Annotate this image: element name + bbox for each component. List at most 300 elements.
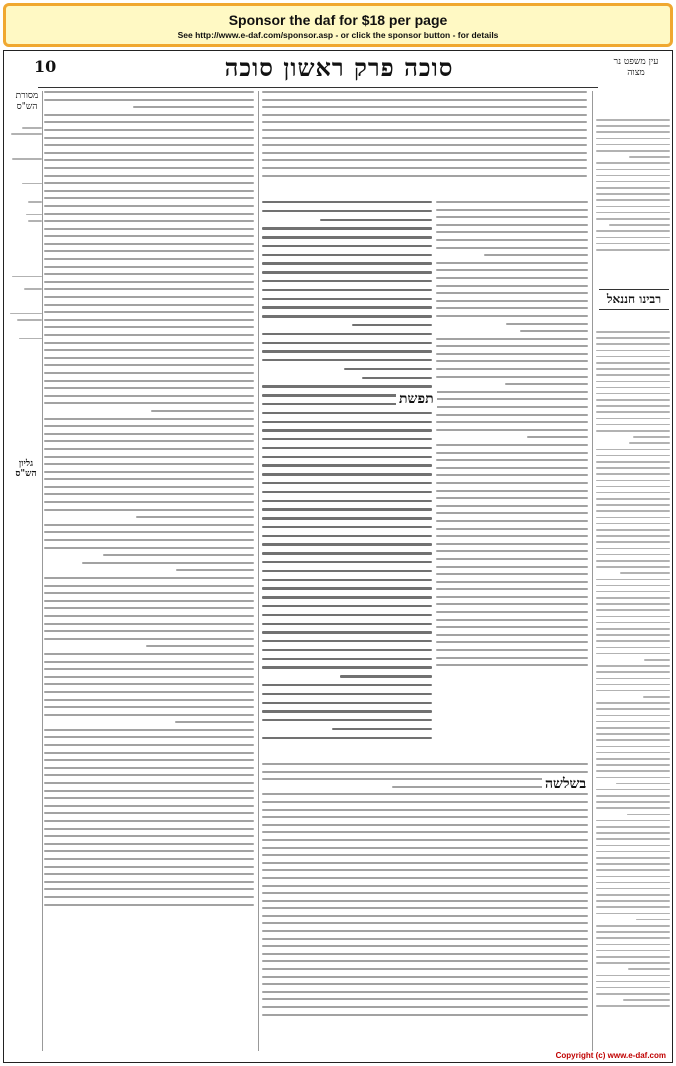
text-line <box>596 510 670 512</box>
dibur-hamatchil-heading: תפשת <box>396 391 437 408</box>
text-line <box>436 444 588 446</box>
text-line <box>44 395 254 397</box>
text-line <box>44 205 254 207</box>
text-line <box>44 501 254 503</box>
text-line <box>596 430 670 432</box>
text-line <box>596 900 670 902</box>
text-line <box>44 319 254 321</box>
text-line <box>262 245 432 247</box>
text-line <box>44 729 254 731</box>
rabbenu-chananel-column <box>596 331 670 1051</box>
text-line <box>44 152 254 154</box>
text-line <box>262 907 588 909</box>
text-line <box>596 715 670 717</box>
text-line <box>262 144 587 146</box>
text-line <box>596 888 670 890</box>
text-line <box>44 805 254 807</box>
text-line <box>596 405 670 407</box>
text-line <box>596 622 670 624</box>
text-line <box>596 876 670 878</box>
text-line <box>436 338 588 340</box>
text-line <box>262 315 432 317</box>
text-line <box>436 528 588 530</box>
text-line <box>44 661 254 663</box>
text-line <box>44 524 254 526</box>
text-line <box>596 455 670 457</box>
text-line <box>44 843 254 845</box>
text-line <box>596 851 670 853</box>
text-line <box>436 360 588 362</box>
text-line <box>12 158 42 160</box>
text-line <box>596 925 670 927</box>
text-line <box>44 99 254 101</box>
text-line <box>262 271 432 273</box>
text-line <box>596 504 670 506</box>
text-line <box>620 572 670 574</box>
text-line <box>262 210 432 212</box>
text-line <box>596 1005 670 1007</box>
text-line <box>44 706 254 708</box>
text-line <box>344 368 432 370</box>
text-line <box>44 326 254 328</box>
text-line <box>262 658 432 660</box>
text-line <box>262 1006 588 1008</box>
text-line <box>262 763 588 765</box>
text-line <box>44 699 254 701</box>
text-line <box>19 338 42 340</box>
text-line <box>262 517 432 519</box>
sponsor-banner[interactable] <box>3 3 673 47</box>
text-line <box>596 956 670 958</box>
text-line <box>262 175 587 177</box>
text-line <box>262 535 432 537</box>
text-line <box>28 220 42 222</box>
text-line <box>596 193 670 195</box>
text-line <box>44 630 254 632</box>
text-line <box>262 121 587 123</box>
text-line <box>596 529 670 531</box>
text-line <box>436 315 588 317</box>
text-line <box>596 727 670 729</box>
text-line <box>44 736 254 738</box>
text-line <box>262 702 432 704</box>
text-line <box>262 350 432 352</box>
text-line <box>44 213 254 215</box>
text-line <box>644 659 670 661</box>
text-line <box>629 156 670 158</box>
text-line <box>596 237 670 239</box>
text-line <box>436 201 588 203</box>
text-line <box>262 114 587 116</box>
text-line <box>596 566 670 568</box>
text-line <box>596 424 670 426</box>
text-line <box>44 281 254 283</box>
text-line <box>44 167 254 169</box>
rabbenu-chananel-label: רבינו חננאל <box>599 289 669 310</box>
text-line <box>44 486 254 488</box>
text-line <box>262 854 588 856</box>
text-line <box>82 562 254 564</box>
text-line <box>596 758 670 760</box>
text-line <box>596 789 670 791</box>
text-line <box>44 440 254 442</box>
text-line <box>436 307 588 309</box>
text-line <box>262 596 432 598</box>
text-line <box>44 668 254 670</box>
text-line <box>436 588 588 590</box>
text-line <box>262 915 588 917</box>
commentary-top-block <box>262 91 587 197</box>
text-line <box>44 607 254 609</box>
text-line <box>44 835 254 837</box>
text-line <box>262 976 588 978</box>
text-line <box>596 498 670 500</box>
text-line <box>262 137 587 139</box>
text-line <box>262 152 587 154</box>
text-line <box>262 526 432 528</box>
text-line <box>596 603 670 605</box>
copyright-notice[interactable]: Copyright (c) www.e-daf.com <box>555 1051 666 1060</box>
text-line <box>596 548 670 550</box>
text-line <box>596 480 670 482</box>
text-line <box>44 91 254 93</box>
text-line <box>44 296 254 298</box>
text-line <box>262 710 432 712</box>
text-line <box>44 812 254 814</box>
text-line <box>596 560 670 562</box>
text-line <box>44 463 254 465</box>
text-line <box>262 482 432 484</box>
text-line <box>596 795 670 797</box>
text-line <box>44 273 254 275</box>
text-line <box>262 412 432 414</box>
text-line <box>262 429 432 431</box>
text-line <box>262 953 588 955</box>
text-line <box>44 235 254 237</box>
text-line <box>596 801 670 803</box>
text-line <box>262 666 432 668</box>
text-line <box>484 254 588 256</box>
text-line <box>596 863 670 865</box>
text-line <box>151 410 254 412</box>
text-line <box>436 611 588 613</box>
text-line <box>146 645 254 647</box>
text-line <box>10 313 42 315</box>
text-line <box>436 224 588 226</box>
text-line <box>596 119 670 121</box>
text-line <box>44 866 254 868</box>
text-line <box>44 349 254 351</box>
text-line <box>596 162 670 164</box>
text-line <box>262 106 587 108</box>
text-line <box>262 552 432 554</box>
text-line <box>262 464 432 466</box>
text-line <box>596 579 670 581</box>
text-line <box>596 350 670 352</box>
text-line <box>436 216 588 218</box>
text-line <box>44 456 254 458</box>
text-line <box>628 968 670 970</box>
text-line <box>44 714 254 716</box>
gilyon-hashas-label: גליון הש"ס <box>10 459 42 479</box>
text-line <box>44 676 254 678</box>
text-line <box>596 387 670 389</box>
talmud-page <box>3 50 673 1063</box>
text-line <box>22 127 42 129</box>
text-line <box>262 793 588 795</box>
text-line <box>596 461 670 463</box>
text-line <box>506 323 588 325</box>
text-line <box>505 383 588 385</box>
text-line <box>12 276 42 278</box>
text-line <box>596 987 670 989</box>
text-line <box>596 331 670 333</box>
text-line <box>44 615 254 617</box>
text-line <box>436 239 588 241</box>
text-line <box>596 591 670 593</box>
text-line <box>596 882 670 884</box>
text-line <box>436 482 588 484</box>
text-line <box>436 543 588 545</box>
text-line <box>44 539 254 541</box>
text-line <box>643 696 670 698</box>
text-line <box>436 262 588 264</box>
text-line <box>44 896 254 898</box>
text-line <box>44 114 254 116</box>
rashi-column <box>436 201 588 757</box>
text-line <box>262 91 587 93</box>
text-line <box>596 975 670 977</box>
text-line <box>596 820 670 822</box>
text-line <box>596 845 670 847</box>
text-line <box>436 505 588 507</box>
text-line <box>262 824 588 826</box>
text-line <box>44 364 254 366</box>
text-line <box>436 520 588 522</box>
text-line <box>596 381 670 383</box>
text-line <box>527 436 588 438</box>
text-line <box>44 471 254 473</box>
text-line <box>44 888 254 890</box>
text-line <box>44 585 254 587</box>
text-line <box>596 187 670 189</box>
text-line <box>636 919 670 921</box>
text-line <box>262 869 588 871</box>
text-line <box>44 653 254 655</box>
text-line <box>44 448 254 450</box>
text-line <box>262 227 432 229</box>
text-line <box>436 596 588 598</box>
text-line <box>596 684 670 686</box>
text-line <box>596 467 670 469</box>
sponsor-title[interactable]: Sponsor the daf for $18 per page <box>228 12 448 28</box>
text-line <box>262 998 588 1000</box>
text-line <box>596 362 670 364</box>
text-line <box>596 671 670 673</box>
text-line <box>262 614 432 616</box>
text-line <box>596 169 670 171</box>
text-line <box>596 411 670 413</box>
text-line <box>436 421 588 423</box>
text-line <box>262 862 588 864</box>
text-line <box>596 708 670 710</box>
text-line <box>262 306 432 308</box>
text-line <box>176 569 254 571</box>
text-line <box>262 280 432 282</box>
text-line <box>262 900 588 902</box>
text-line <box>436 566 588 568</box>
text-line <box>44 190 254 192</box>
text-line <box>596 739 670 741</box>
sponsor-link-text[interactable]: See http://www.e-daf.com/sponsor.asp - or click the sponsor button - for details <box>177 30 499 40</box>
text-line <box>436 292 588 294</box>
text-line <box>596 993 670 995</box>
text-line <box>596 541 670 543</box>
text-line <box>133 106 254 108</box>
text-line <box>596 399 670 401</box>
text-line <box>596 243 670 245</box>
text-line <box>262 693 432 695</box>
header-divider <box>38 87 598 88</box>
text-line <box>262 456 432 458</box>
text-line <box>596 449 670 451</box>
text-line <box>596 628 670 630</box>
text-line <box>436 376 588 378</box>
text-line <box>436 497 588 499</box>
text-line <box>262 473 432 475</box>
text-line <box>596 640 670 642</box>
text-line <box>262 968 588 970</box>
text-line <box>24 288 42 290</box>
text-line <box>44 182 254 184</box>
text-line <box>596 962 670 964</box>
text-line <box>44 767 254 769</box>
text-line <box>436 429 588 431</box>
text-line <box>44 402 254 404</box>
text-line <box>44 288 254 290</box>
text-line <box>262 649 432 651</box>
text-line <box>596 832 670 834</box>
gemara-column <box>262 201 432 757</box>
text-line <box>44 881 254 883</box>
text-line <box>436 285 588 287</box>
text-line <box>44 121 254 123</box>
text-line <box>44 623 254 625</box>
text-line <box>262 587 432 589</box>
ein-mishpat-heading: עין משפט נר מצוה <box>613 57 659 78</box>
text-line <box>262 922 588 924</box>
text-line <box>596 343 670 345</box>
text-line <box>262 839 588 841</box>
text-line <box>262 631 432 633</box>
text-line <box>262 421 432 423</box>
text-line <box>44 592 254 594</box>
text-line <box>436 467 588 469</box>
tractate-title: סוכה פרק ראשון סוכה <box>224 53 454 82</box>
text-line <box>44 228 254 230</box>
text-line <box>44 266 254 268</box>
text-line <box>596 554 670 556</box>
text-line <box>262 167 587 169</box>
text-line <box>436 558 588 560</box>
text-line <box>262 960 588 962</box>
text-line <box>627 814 670 816</box>
text-line <box>436 490 588 492</box>
text-line <box>436 535 588 537</box>
text-line <box>26 214 42 216</box>
text-line <box>44 197 254 199</box>
text-line <box>44 478 254 480</box>
text-line <box>436 391 588 393</box>
text-line <box>596 218 670 220</box>
text-line <box>262 892 588 894</box>
text-line <box>436 452 588 454</box>
text-line <box>136 516 254 518</box>
text-line <box>44 220 254 222</box>
tosafot-column <box>44 91 254 1051</box>
text-line <box>596 770 670 772</box>
text-line <box>262 491 432 493</box>
text-line <box>596 906 670 908</box>
text-line <box>262 945 588 947</box>
column-divider <box>592 91 593 1051</box>
text-line <box>596 249 670 251</box>
text-line <box>262 778 588 780</box>
text-line <box>44 820 254 822</box>
text-line <box>596 869 670 871</box>
text-line <box>262 640 432 642</box>
text-line <box>596 826 670 828</box>
text-line <box>596 337 670 339</box>
text-line <box>44 797 254 799</box>
text-line <box>262 719 432 721</box>
text-line <box>44 425 254 427</box>
text-line <box>44 509 254 511</box>
text-line <box>596 609 670 611</box>
text-line <box>44 531 254 533</box>
text-line <box>436 209 588 211</box>
text-line <box>28 201 42 203</box>
text-line <box>436 664 588 666</box>
text-line <box>44 342 254 344</box>
text-line <box>262 877 588 879</box>
text-line <box>262 938 588 940</box>
text-line <box>596 523 670 525</box>
text-line <box>44 159 254 161</box>
text-line <box>596 746 670 748</box>
text-line <box>596 616 670 618</box>
text-line <box>44 304 254 306</box>
text-line <box>596 356 670 358</box>
text-line <box>436 512 588 514</box>
text-line <box>44 357 254 359</box>
text-line <box>436 345 588 347</box>
text-line <box>596 944 670 946</box>
text-line <box>596 138 670 140</box>
text-line <box>596 894 670 896</box>
text-line <box>596 838 670 840</box>
text-line <box>436 398 588 400</box>
text-line <box>596 678 670 680</box>
text-line <box>436 657 588 659</box>
text-line <box>262 561 432 563</box>
column-divider <box>258 91 259 1051</box>
text-line <box>262 809 588 811</box>
text-line <box>596 181 670 183</box>
column-divider <box>42 91 43 1051</box>
text-line <box>352 324 432 326</box>
text-line <box>609 224 670 226</box>
